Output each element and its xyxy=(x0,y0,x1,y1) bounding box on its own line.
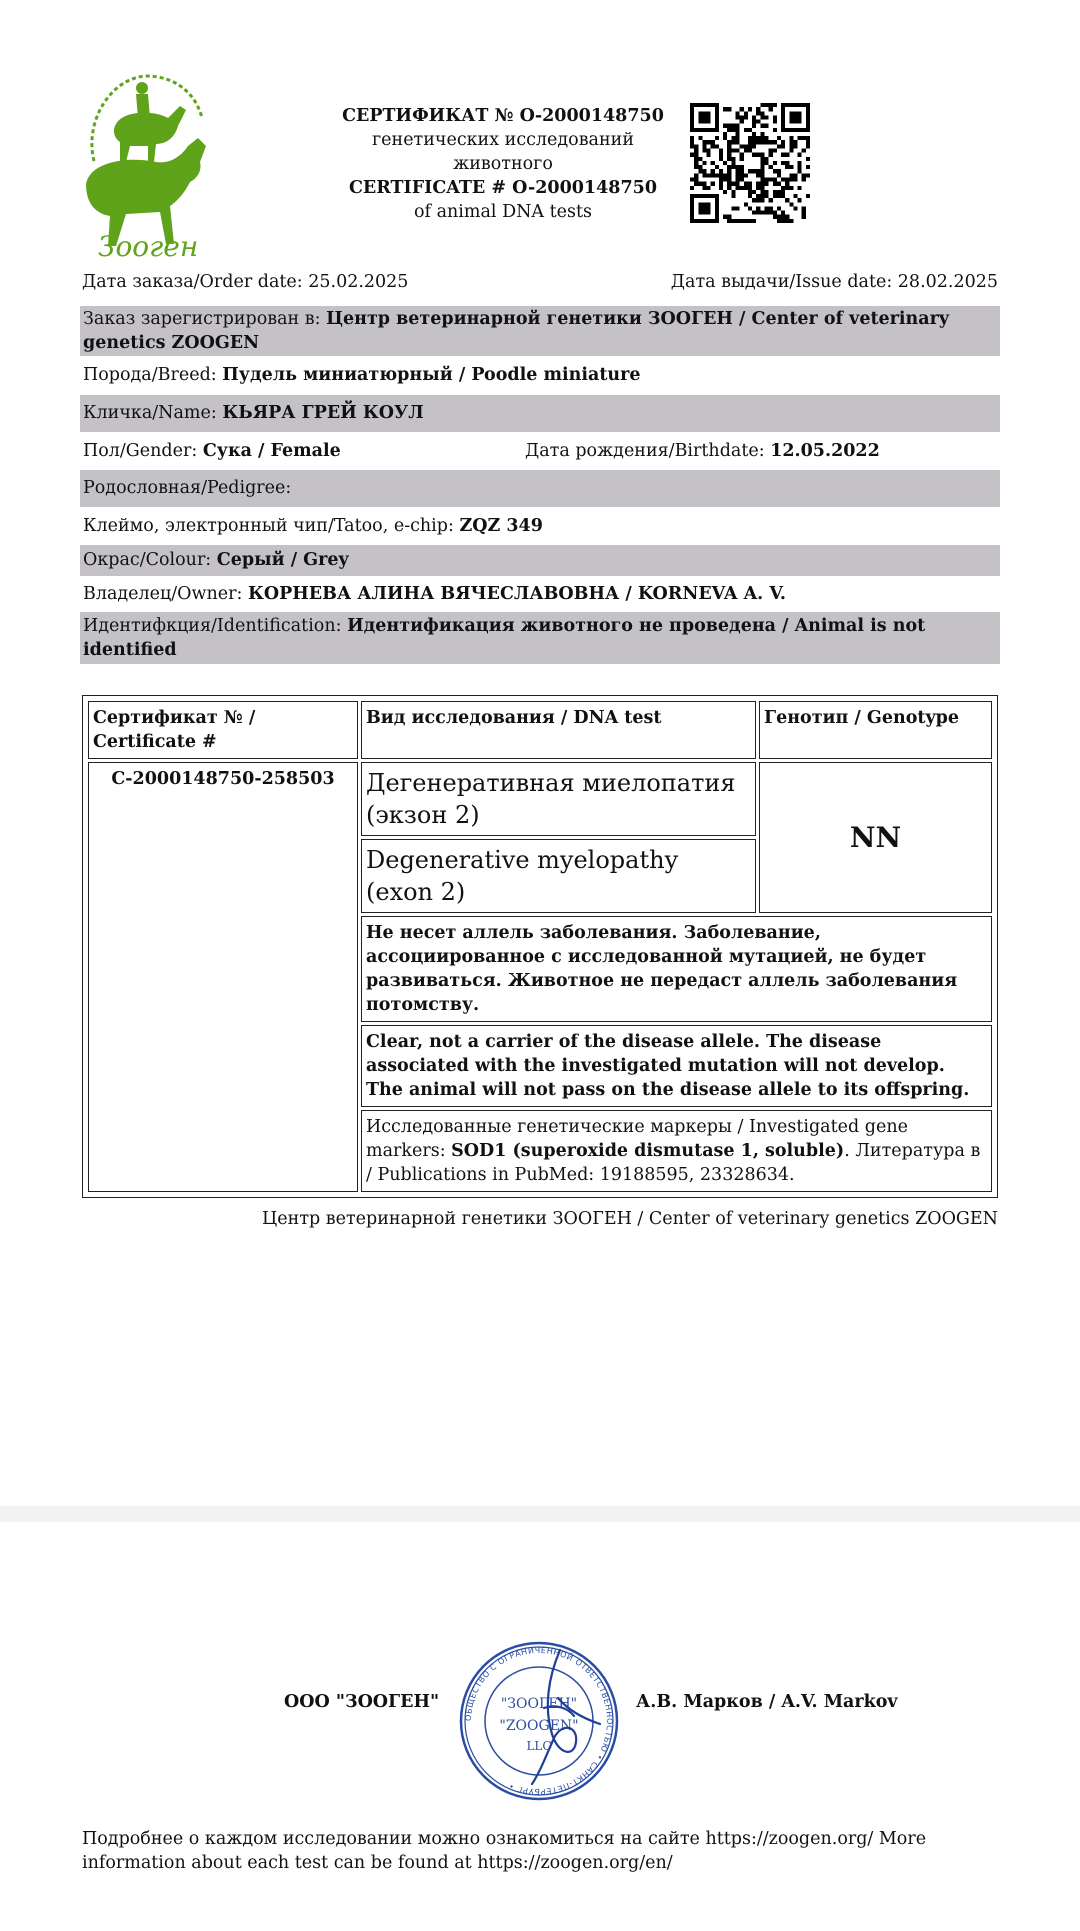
zoogen-logo xyxy=(76,66,212,262)
center-name: Центр ветеринарной генетики ЗООГЕН / Center of veterinary genetics ZOOGEN xyxy=(262,1209,998,1229)
stamp-line-1: "ЗООГЕН" xyxy=(500,1696,578,1712)
name-row xyxy=(80,395,1000,432)
logo-text: Зооген xyxy=(98,230,199,262)
header-certificate: Сертификат № / Certificate # xyxy=(88,701,358,759)
markers-prefix: Исследованные генетические маркеры / Investigated gene markers: xyxy=(366,1117,908,1161)
table-header-row xyxy=(88,701,992,759)
qr-code xyxy=(690,103,810,223)
name-label: Кличка/Name: xyxy=(83,403,223,423)
markers-suffix: . Литература в / Publications in PubMed: 19188595, 23328634. xyxy=(366,1141,981,1185)
ident-value: Идентификация животного не проведена / Animal is not identified xyxy=(83,616,926,660)
test-name-en: Degenerative myelopathy (exon 2) xyxy=(361,839,756,913)
genotype-value: NN xyxy=(759,762,992,913)
birthdate xyxy=(525,439,880,463)
result-en: Clear, not a carrier of the disease allele. The disease associated with the investigated mutation will not develop. The animal will not pass on the disease allele to its offspring. xyxy=(361,1025,992,1107)
page-separator xyxy=(0,1506,1080,1522)
signer-name: А.В. Марков / A.V. Markov xyxy=(636,1692,898,1712)
title-ru: СЕРТИФИКАТ № О-2000148750 xyxy=(342,106,664,126)
birth-label: Дата рождения/Birthdate: xyxy=(525,441,771,461)
subtitle-ru-1: генетических исследований xyxy=(372,130,634,150)
chip-value: ZQZ 349 xyxy=(459,516,543,536)
chip-row xyxy=(80,514,1000,538)
stamp-line-2: "ZOOGEN" xyxy=(499,1718,579,1734)
gender-value: Сука / Female xyxy=(202,441,341,461)
colour-label: Окрас/Colour: xyxy=(83,550,217,570)
table-row xyxy=(88,762,992,836)
subtitle-en: of animal DNA tests xyxy=(414,202,592,222)
owner-value: КОРНЕВА АЛИНА ВЯЧЕСЛАВОВНА / KORNEVA A. V. xyxy=(247,584,786,604)
breed-value: Пудель миниатюрный / Poodle miniature xyxy=(222,365,641,385)
markers-value: SOD1 (superoxide dismutase 1, soluble) xyxy=(451,1141,845,1161)
gene-markers xyxy=(361,1110,992,1192)
pedigree-label: Родословная/Pedigree: xyxy=(83,478,292,498)
pedigree-row xyxy=(80,470,1000,507)
breed-label: Порода/Breed: xyxy=(83,365,223,385)
colour-value: Серый / Grey xyxy=(216,550,349,570)
title-en: CERTIFICATE # O-2000148750 xyxy=(349,178,657,198)
result-ru: Не несет аллель заболевания. Заболевание, ассоциированное с исследованной мутацией, не будет развиваться. Животное не передаст аллель заболевания потомству. xyxy=(361,916,992,1022)
registered-row xyxy=(80,306,1000,356)
company-stamp xyxy=(448,1638,630,1804)
header-genotype: Генотип / Genotype xyxy=(759,701,992,759)
gender-label: Пол/Gender: xyxy=(83,441,203,461)
stamp-ring-text: ОБЩЕСТВО С ОГРАНИЧЕННОЙ ОТВЕТСТВЕННОСТЬЮ • САНКТ-ПЕТЕРБУРГ • xyxy=(463,1645,615,1797)
organization-name: ООО "ЗООГЕН" xyxy=(284,1692,440,1712)
certificate-title-block xyxy=(318,104,688,224)
colour-row xyxy=(80,545,1000,576)
identification-row xyxy=(80,612,1000,664)
registered-label: Заказ зарегистрирован в: xyxy=(83,309,327,329)
certificate-number: C-2000148750-258503 xyxy=(88,762,358,1192)
gender-row xyxy=(80,439,1000,465)
name-value: КЬЯРА ГРЕЙ КОУЛ xyxy=(222,403,424,423)
owner-label: Владелец/Owner: xyxy=(83,584,248,604)
birth-value: 12.05.2022 xyxy=(770,441,880,461)
issue-date: Дата выдачи/Issue date: 28.02.2025 xyxy=(670,272,998,292)
registered-value: Центр ветеринарной генетики ЗООГЕН / Center of veterinary genetics ZOOGEN xyxy=(83,309,949,353)
subtitle-ru-2: животного xyxy=(453,154,553,174)
chip-label: Клеймо, электронный чип/Tatoo, e-chip: xyxy=(83,516,460,536)
ident-label: Идентифкция/Identification: xyxy=(83,616,348,636)
test-name-ru: Дегенеративная миелопатия (экзон 2) xyxy=(361,762,756,836)
results-table xyxy=(82,695,998,1198)
stamp-line-3: LLC xyxy=(526,1739,552,1753)
order-date: Дата заказа/Order date: 25.02.2025 xyxy=(82,272,409,292)
breed-row xyxy=(80,363,1000,387)
owner-row xyxy=(80,582,1000,606)
header-dna-test: Вид исследования / DNA test xyxy=(361,701,756,759)
footer-note: Подробнее о каждом исследовании можно ознакомиться на сайте https://zoogen.org/ More information about each test can be found at https://zoogen.org/en/ xyxy=(82,1829,927,1873)
